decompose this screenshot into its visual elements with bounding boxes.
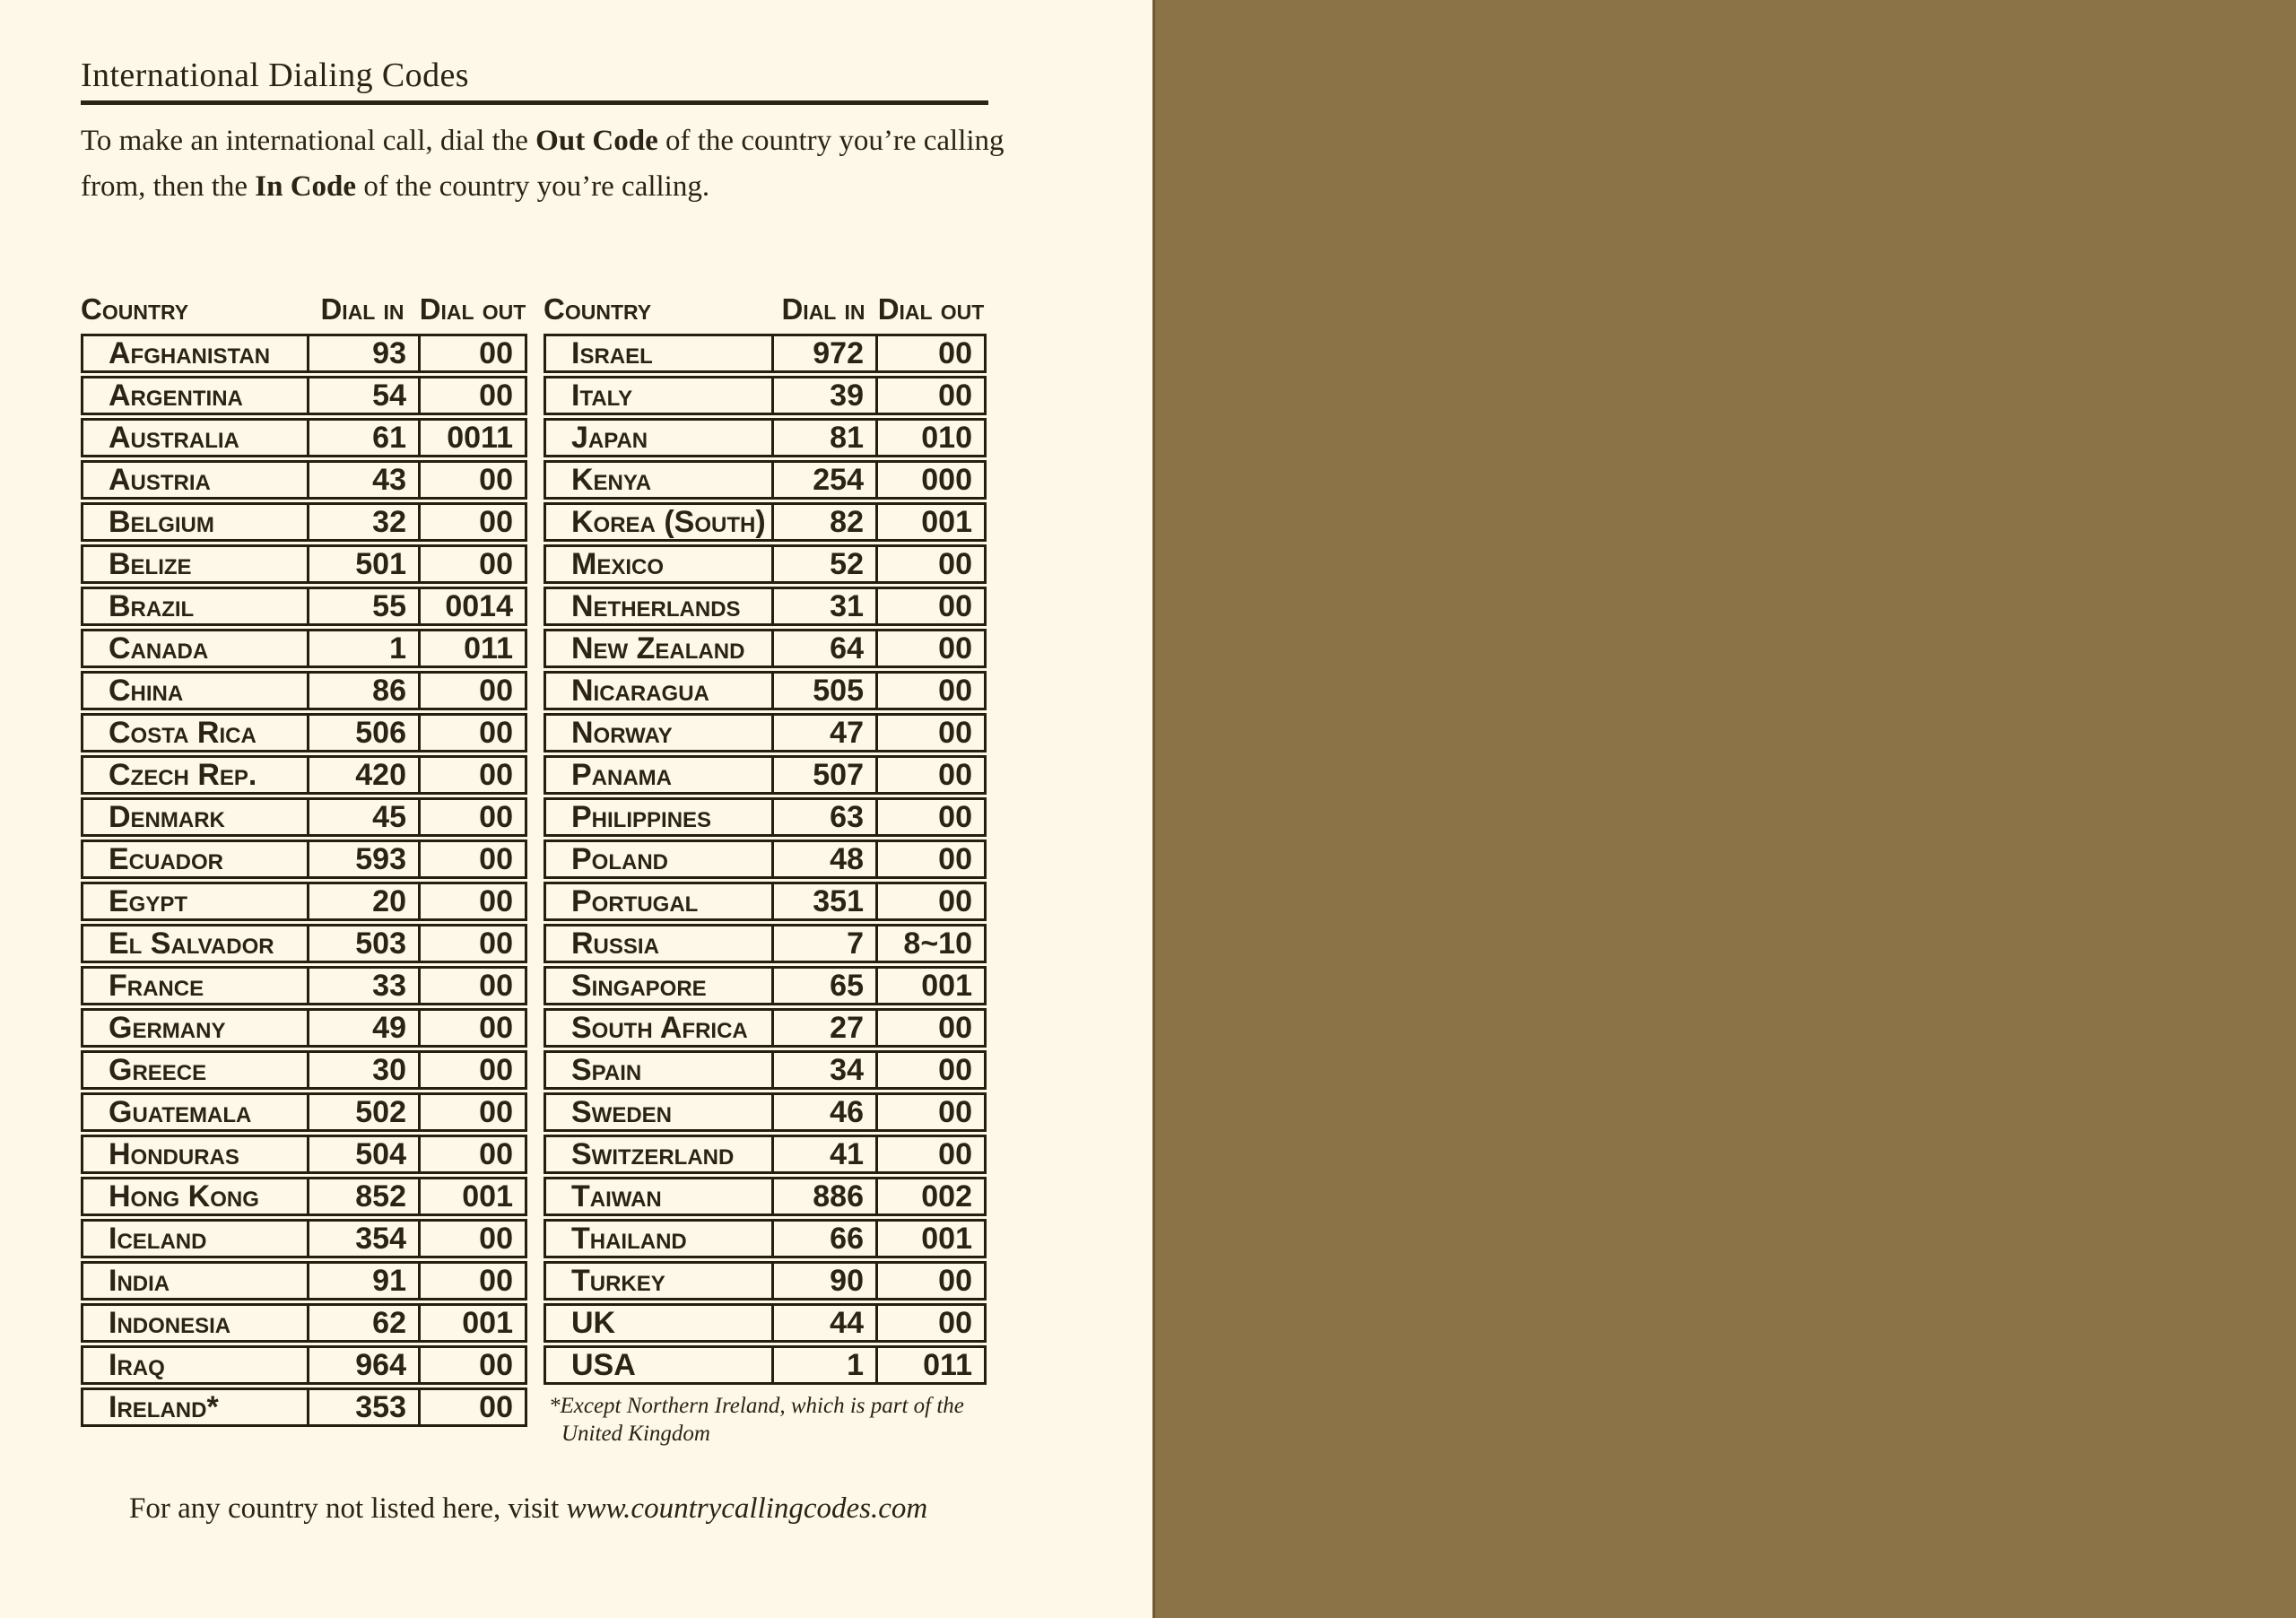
dial-out-cell: 00	[418, 1137, 525, 1171]
country-cell: USA	[571, 1348, 636, 1382]
intro-text: To make an international call, dial the	[81, 125, 536, 157]
country-cell: Argentina	[109, 378, 243, 413]
dial-in-cell: 66	[771, 1222, 875, 1256]
dial-in-cell: 48	[771, 842, 875, 876]
dial-in-cell: 41	[771, 1137, 875, 1171]
country-cell: Costa Rica	[109, 716, 257, 750]
dial-out-cell: 00	[875, 800, 984, 834]
dial-in-cell: 20	[307, 884, 418, 918]
country-cell: Indonesia	[109, 1306, 231, 1340]
dial-out-cell: 00	[418, 1222, 525, 1256]
country-cell: Greece	[109, 1053, 207, 1087]
dial-in-cell: 502	[307, 1095, 418, 1129]
dial-out-cell: 011	[418, 631, 525, 665]
dial-in-cell: 420	[307, 758, 418, 792]
table-row	[81, 460, 527, 500]
country-cell: Honduras	[109, 1137, 239, 1171]
dial-out-cell: 00	[418, 1264, 525, 1298]
country-cell: Belgium	[109, 505, 214, 539]
country-cell: Belize	[109, 547, 192, 581]
country-cell: Korea (South)	[571, 505, 766, 539]
dial-in-cell: 353	[307, 1390, 418, 1424]
country-cell: France	[109, 969, 204, 1003]
dial-out-cell: 00	[875, 1306, 984, 1340]
column-header-dial-in: Dial in	[320, 292, 404, 326]
dial-out-cell: 00	[875, 716, 984, 750]
country-cell: Singapore	[571, 969, 707, 1003]
intro-paragraph	[81, 118, 1013, 210]
table-row	[544, 1177, 987, 1216]
table-row	[81, 1387, 527, 1427]
dial-out-cell: 001	[418, 1179, 525, 1214]
table-row	[544, 1303, 987, 1343]
country-cell: New Zealand	[571, 631, 745, 665]
table-row	[81, 1219, 527, 1258]
dial-in-cell: 964	[307, 1348, 418, 1382]
country-cell: Sweden	[571, 1095, 673, 1129]
dial-out-cell: 002	[875, 1179, 984, 1214]
dial-in-cell: 54	[307, 378, 418, 413]
country-cell: Norway	[571, 716, 673, 750]
dial-out-cell: 00	[418, 969, 525, 1003]
dial-out-cell: 00	[418, 1011, 525, 1045]
dial-in-cell: 7	[771, 926, 875, 961]
column-header-dial-in: Dial in	[781, 292, 865, 326]
dial-out-cell: 010	[875, 421, 984, 455]
column-header-dial-out: Dial out	[877, 292, 985, 326]
dial-in-cell: 34	[771, 1053, 875, 1087]
title-underline	[81, 100, 988, 105]
table-row	[544, 924, 987, 963]
table-row	[81, 1092, 527, 1132]
dial-out-cell: 00	[875, 758, 984, 792]
dial-out-cell: 000	[875, 463, 984, 497]
country-cell: Austria	[109, 463, 211, 497]
country-cell: UK	[571, 1306, 616, 1340]
dial-in-cell: 64	[771, 631, 875, 665]
footnote-line: United Kingdom	[561, 1422, 710, 1446]
dial-out-cell: 8~10	[875, 926, 984, 961]
dial-out-cell: 00	[875, 1011, 984, 1045]
dial-out-cell: 00	[875, 1095, 984, 1129]
dial-out-cell: 001	[418, 1306, 525, 1340]
dial-in-cell: 503	[307, 926, 418, 961]
country-cell: Egypt	[109, 884, 188, 918]
dial-in-cell: 86	[307, 674, 418, 708]
in-code-term: In Code	[255, 170, 357, 203]
table-row	[81, 1050, 527, 1090]
table-row	[544, 1261, 987, 1300]
country-cell: Poland	[571, 842, 669, 876]
dial-out-cell: 00	[418, 1390, 525, 1424]
dial-in-cell: 81	[771, 421, 875, 455]
table-row	[544, 839, 987, 879]
table-row	[81, 924, 527, 963]
table-row	[544, 460, 987, 500]
dial-in-cell: 507	[771, 758, 875, 792]
country-cell: China	[109, 674, 184, 708]
dial-out-cell: 011	[875, 1348, 984, 1382]
country-cell: Philippines	[571, 800, 712, 834]
dial-in-cell: 44	[771, 1306, 875, 1340]
table-row	[544, 587, 987, 626]
dial-out-cell: 0011	[418, 421, 525, 455]
dial-out-cell: 00	[418, 758, 525, 792]
table-row	[81, 1008, 527, 1048]
table-row	[544, 629, 987, 668]
dial-in-cell: 45	[307, 800, 418, 834]
country-cell: Netherlands	[571, 589, 741, 623]
table-row	[544, 1092, 987, 1132]
country-cell: South Africa	[571, 1011, 748, 1045]
dial-out-cell: 00	[875, 336, 984, 370]
country-cell: Portugal	[571, 884, 699, 918]
table-row	[544, 797, 987, 837]
table-row	[81, 713, 527, 752]
table-row	[81, 587, 527, 626]
table-row	[544, 376, 987, 415]
table-row	[544, 755, 987, 795]
table-row	[81, 629, 527, 668]
dial-out-cell: 00	[418, 378, 525, 413]
dial-out-cell: 0014	[418, 589, 525, 623]
dial-in-cell: 852	[307, 1179, 418, 1214]
table-row	[81, 544, 527, 584]
dial-in-cell: 93	[307, 336, 418, 370]
dial-out-cell: 00	[875, 1053, 984, 1087]
dial-in-cell: 63	[771, 800, 875, 834]
country-cell: Iraq	[109, 1348, 165, 1382]
dial-out-cell: 00	[418, 842, 525, 876]
table-row	[81, 797, 527, 837]
dial-in-cell: 32	[307, 505, 418, 539]
table-row	[81, 882, 527, 921]
country-cell: Spain	[571, 1053, 642, 1087]
dial-out-cell: 001	[875, 505, 984, 539]
country-cell: Kenya	[571, 463, 652, 497]
table-row	[544, 418, 987, 457]
table-row	[81, 1303, 527, 1343]
intro-text: of the country you’re calling from, then the	[81, 125, 1004, 203]
dial-in-cell: 27	[771, 1011, 875, 1045]
dial-in-cell: 504	[307, 1137, 418, 1171]
country-cell: Iceland	[109, 1222, 207, 1256]
country-cell: El Salvador	[109, 926, 274, 961]
dial-out-cell: 00	[418, 1348, 525, 1382]
table-row	[544, 671, 987, 710]
table-row	[544, 544, 987, 584]
footnote-line: *Except Northern Ireland, which is part of the	[549, 1394, 964, 1418]
dial-out-cell: 001	[875, 969, 984, 1003]
country-cell: Canada	[109, 631, 209, 665]
dial-in-cell: 90	[771, 1264, 875, 1298]
country-cell: Japan	[571, 421, 648, 455]
book-cover-background	[1152, 0, 2296, 1618]
table-row	[81, 334, 527, 373]
bottom-note-text: For any country not listed here, visit	[129, 1492, 567, 1525]
dial-in-cell: 30	[307, 1053, 418, 1087]
page-title: International Dialing Codes	[81, 57, 469, 94]
table-row	[544, 1219, 987, 1258]
dialing-codes-table-right	[544, 334, 987, 1387]
dial-out-cell: 00	[875, 1264, 984, 1298]
dial-out-cell: 00	[418, 505, 525, 539]
country-cell: Thailand	[571, 1222, 687, 1256]
table-row	[81, 839, 527, 879]
dial-in-cell: 82	[771, 505, 875, 539]
dial-out-cell: 00	[875, 631, 984, 665]
table-row	[544, 1050, 987, 1090]
country-cell: Panama	[571, 758, 672, 792]
dial-out-cell: 00	[875, 884, 984, 918]
country-cell: Italy	[571, 378, 633, 413]
table-row	[544, 502, 987, 542]
dial-in-cell: 1	[307, 631, 418, 665]
website-url: www.countrycallingcodes.com	[566, 1492, 928, 1525]
country-cell: Ecuador	[109, 842, 224, 876]
dial-out-cell: 00	[875, 589, 984, 623]
dial-out-cell: 00	[418, 800, 525, 834]
table-row	[544, 882, 987, 921]
dial-in-cell: 49	[307, 1011, 418, 1045]
country-cell: Australia	[109, 421, 239, 455]
dial-in-cell: 61	[307, 421, 418, 455]
country-cell: Ireland*	[109, 1390, 219, 1424]
table-row	[81, 966, 527, 1005]
dial-out-cell: 00	[418, 547, 525, 581]
table-row	[81, 1345, 527, 1385]
dial-in-cell: 47	[771, 716, 875, 750]
dial-out-cell: 00	[418, 674, 525, 708]
dial-out-cell: 00	[875, 547, 984, 581]
table-header-right	[544, 291, 987, 328]
country-cell: Brazil	[109, 589, 195, 623]
table-row	[81, 502, 527, 542]
country-cell: Afghanistan	[109, 336, 271, 370]
dial-out-cell: 00	[418, 1053, 525, 1087]
dial-in-cell: 31	[771, 589, 875, 623]
dial-out-cell: 00	[418, 463, 525, 497]
dial-out-cell: 00	[418, 884, 525, 918]
dial-in-cell: 501	[307, 547, 418, 581]
column-header-country: Country	[544, 292, 652, 326]
country-cell: Switzerland	[571, 1137, 735, 1171]
dial-in-cell: 33	[307, 969, 418, 1003]
dialing-codes-table-left	[81, 334, 527, 1430]
country-cell: Guatemala	[109, 1095, 252, 1129]
dial-out-cell: 00	[418, 716, 525, 750]
intro-text: of the country you’re calling.	[356, 170, 710, 203]
dial-out-cell: 00	[875, 378, 984, 413]
table-row	[544, 713, 987, 752]
table-row	[81, 418, 527, 457]
country-cell: Israel	[571, 336, 653, 370]
dial-in-cell: 52	[771, 547, 875, 581]
column-header-dial-out: Dial out	[419, 292, 526, 326]
dial-out-cell: 00	[418, 336, 525, 370]
dial-in-cell: 972	[771, 336, 875, 370]
table-row	[544, 1008, 987, 1048]
table-row	[81, 1261, 527, 1300]
country-cell: Nicaragua	[571, 674, 709, 708]
dial-in-cell: 43	[307, 463, 418, 497]
dial-out-cell: 00	[875, 842, 984, 876]
country-cell: Taiwan	[571, 1179, 662, 1214]
country-cell: Denmark	[109, 800, 225, 834]
table-row	[81, 1177, 527, 1216]
dial-out-cell: 00	[875, 674, 984, 708]
table-row	[81, 1135, 527, 1174]
dial-in-cell: 91	[307, 1264, 418, 1298]
dial-in-cell: 254	[771, 463, 875, 497]
out-code-term: Out Code	[535, 125, 658, 157]
country-cell: Hong Kong	[109, 1179, 259, 1214]
dial-out-cell: 00	[418, 1095, 525, 1129]
table-row	[544, 966, 987, 1005]
dial-in-cell: 505	[771, 674, 875, 708]
dial-in-cell: 46	[771, 1095, 875, 1129]
table-row	[544, 1135, 987, 1174]
country-cell: Mexico	[571, 547, 665, 581]
dial-in-cell: 506	[307, 716, 418, 750]
bottom-note	[129, 1492, 927, 1526]
country-cell: Turkey	[571, 1264, 665, 1298]
dial-in-cell: 886	[771, 1179, 875, 1214]
ireland-footnote	[549, 1392, 997, 1448]
dial-in-cell: 1	[771, 1348, 875, 1382]
table-row	[81, 755, 527, 795]
country-cell: Czech Rep.	[109, 758, 257, 792]
dial-in-cell: 65	[771, 969, 875, 1003]
table-row	[544, 1345, 987, 1385]
country-cell: India	[109, 1264, 170, 1298]
dial-in-cell: 62	[307, 1306, 418, 1340]
dial-in-cell: 351	[771, 884, 875, 918]
table-header-left	[81, 291, 527, 328]
dial-in-cell: 593	[307, 842, 418, 876]
dial-out-cell: 00	[418, 926, 525, 961]
table-row	[81, 376, 527, 415]
column-header-country: Country	[81, 292, 189, 326]
dial-out-cell: 00	[875, 1137, 984, 1171]
dial-in-cell: 39	[771, 378, 875, 413]
country-cell: Germany	[109, 1011, 226, 1045]
table-row	[81, 671, 527, 710]
dial-in-cell: 354	[307, 1222, 418, 1256]
table-row	[544, 334, 987, 373]
dial-in-cell: 55	[307, 589, 418, 623]
dial-out-cell: 001	[875, 1222, 984, 1256]
country-cell: Russia	[571, 926, 659, 961]
